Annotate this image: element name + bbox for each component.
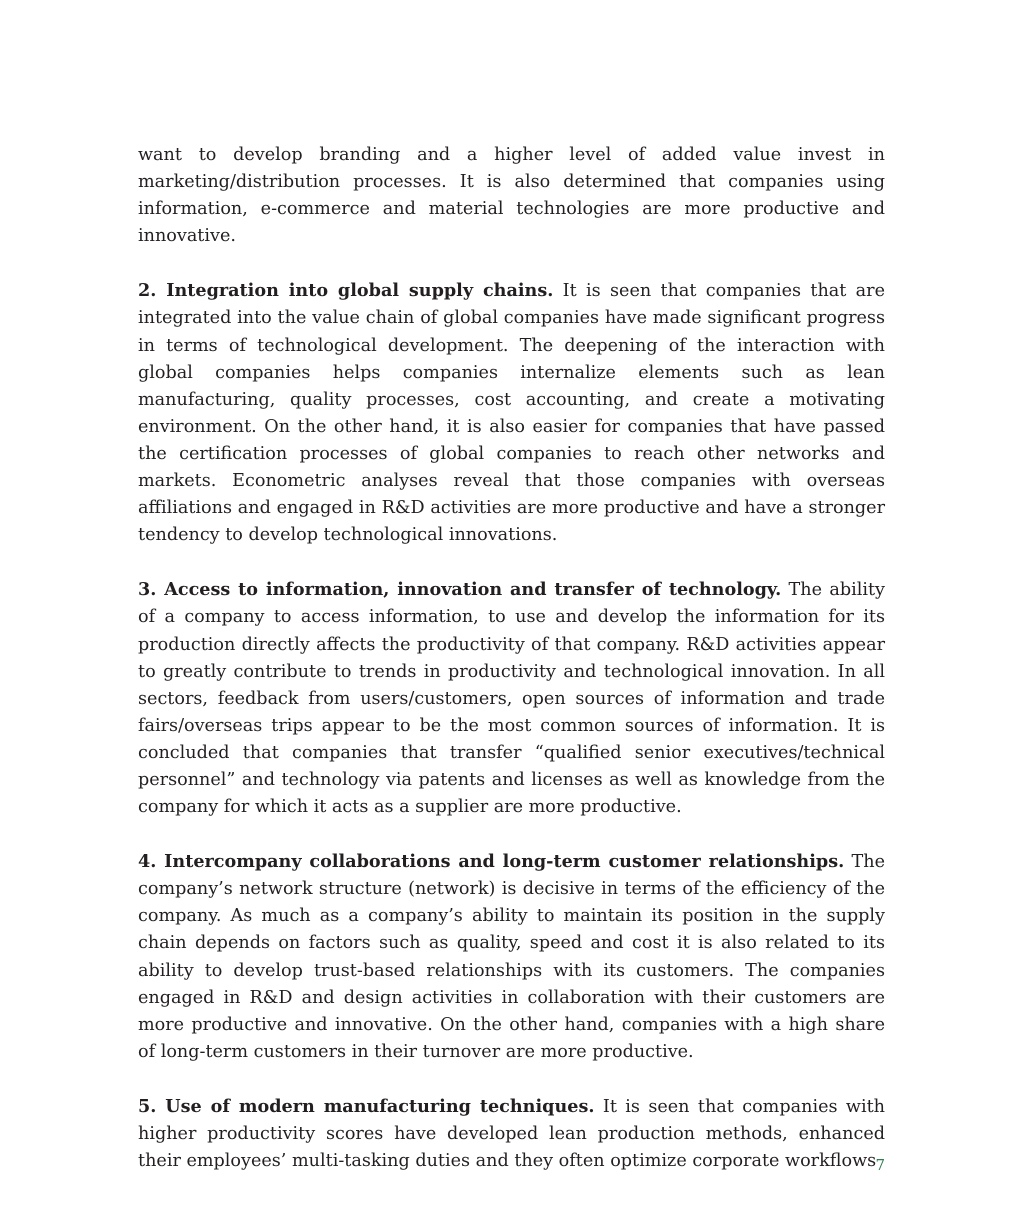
paragraph-access-information bbox=[138, 576, 885, 821]
paragraph-global-supply-chains-text: It is seen that companies that are integrated into the value chain of global companies have made significant progress in terms of technological development. The deepening of the interaction with global companies helps companies internalize elements such as lean manufacturing, quality processes, cost accounting, and create a motivating environment. On the other hand, it is also easier for companies that have passed the certification processes of global companies to reach other networks and markets. Econometric analyses reveal that those companies with overseas affiliations and engaged in R&D activities are more productive and have a stronger tendency to develop technological innovations. bbox=[138, 281, 885, 546]
heading-access-information: 3. Access to information, innovation and transfer of technology. bbox=[138, 579, 782, 601]
paragraph-intro-text: want to develop branding and a higher level of added value invest in marketing/distribution processes. It is also determined that companies using information, e-commerce and material technologies are more productive and innovative. bbox=[138, 145, 885, 247]
paragraph-intercompany-collaborations bbox=[138, 848, 885, 1066]
paragraph-intro bbox=[138, 142, 885, 250]
paragraph-modern-manufacturing bbox=[138, 1093, 885, 1175]
heading-intercompany-collaborations: 4. Intercompany collaborations and long-term customer relationships. bbox=[138, 851, 845, 873]
page-body bbox=[138, 142, 885, 1202]
paragraph-intercompany-collaborations-text: The company’s network structure (network) is decisive in terms of the efficiency of the company. As much as a company’s ability to maintain its position in the supply chain depends on factors such as quality, speed and cost it is also related to its ability to develop trust-based relationships with its customers. The companies engaged in R&D and design activities in collaboration with their customers are more productive and innovative. On the other hand, companies with a high share of long-term customers in their turnover are more productive. bbox=[138, 852, 885, 1062]
heading-modern-manufacturing: 5. Use of modern manufacturing techniques. bbox=[138, 1095, 595, 1117]
heading-global-supply-chains: 2. Integration into global supply chains. bbox=[138, 280, 554, 302]
page-number: 7 bbox=[875, 1156, 885, 1174]
paragraph-access-information-text: The ability of a company to access information, to use and develop the information for its production directly affects the productivity of that company. R&D activities appear to greatly contribute to trends in productivity and technological innovation. In all sectors, feedback from users/customers, open sources of information and trade fairs/overseas trips appear to be the most common sources of information. It is concluded that companies that transfer “qualified senior executives/technical personnel” and technology via patents and licenses as well as knowledge from the company for which it acts as a supplier are more productive. bbox=[138, 580, 885, 818]
paragraph-global-supply-chains bbox=[138, 277, 885, 549]
paragraph-modern-manufacturing-text: It is seen that companies with higher productivity scores have developed lean production methods, enhanced their employees’ multi-tasking duties and they often optimize corporate workflows bbox=[138, 1096, 885, 1172]
